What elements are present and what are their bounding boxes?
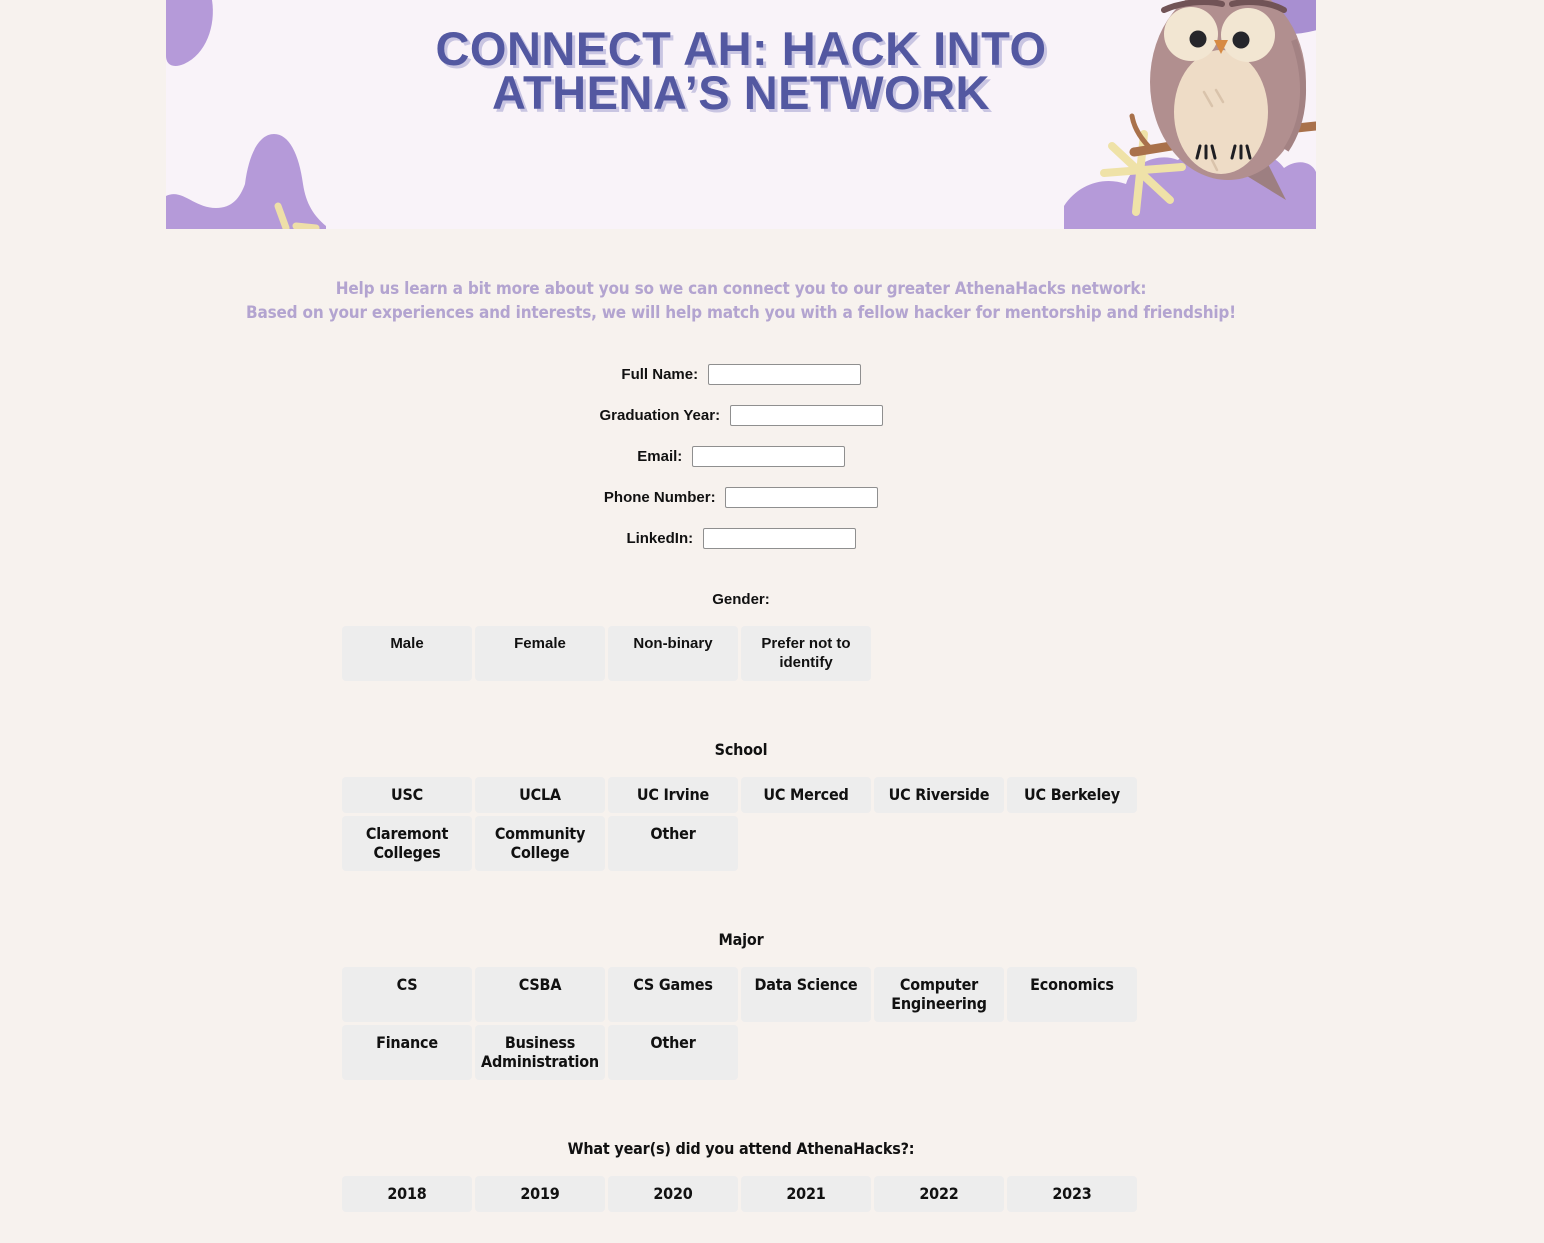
form-content xyxy=(342,364,1140,1212)
banner xyxy=(166,0,1316,229)
school-option-button[interactable]: Other xyxy=(608,816,738,871)
school-option-button[interactable]: Claremont Colleges xyxy=(342,816,472,871)
years-attended-heading: What year(s) did you attend AthenaHacks?: xyxy=(567,1139,915,1158)
school-option-button[interactable]: UC Irvine xyxy=(608,777,738,813)
intro-line2: Based on your experiences and interests, we will help match you with a fellow hacker for mentorship and friendship! xyxy=(246,303,1236,323)
page-title-line2: ATHENA’S NETWORK xyxy=(491,66,990,119)
years-attended-section xyxy=(342,1139,1140,1212)
school-section xyxy=(342,740,1140,871)
field-label: Graduation Year: xyxy=(599,407,721,424)
page-title xyxy=(166,0,1316,119)
years-attended-options xyxy=(342,1176,1140,1212)
intro-line1: Help us learn a bit more about you so we can connect you to our greater AthenaHacks network: xyxy=(335,279,1147,299)
year-option-button[interactable]: 2022 xyxy=(874,1176,1004,1212)
year-option-button[interactable]: 2018 xyxy=(342,1176,472,1212)
gender-option-button[interactable]: Female xyxy=(475,626,605,681)
school-options xyxy=(342,777,1140,871)
form-row xyxy=(342,405,1140,427)
major-option-button[interactable]: CS xyxy=(342,967,472,1022)
text-input[interactable] xyxy=(692,446,845,467)
major-heading: Major xyxy=(718,930,764,949)
page xyxy=(166,0,1316,1243)
gender-heading: Gender: xyxy=(712,591,770,608)
gender-options xyxy=(342,626,1140,681)
year-option-button[interactable]: 2019 xyxy=(475,1176,605,1212)
field-label: LinkedIn: xyxy=(626,530,694,547)
school-heading: School xyxy=(714,740,768,759)
major-option-button[interactable]: Economics xyxy=(1007,967,1137,1022)
text-input[interactable] xyxy=(703,528,856,549)
major-option-button[interactable]: Computer Engineering xyxy=(874,967,1004,1022)
text-input[interactable] xyxy=(725,487,878,508)
school-option-button[interactable]: UC Berkeley xyxy=(1007,777,1137,813)
gender-option-button[interactable]: Non-binary xyxy=(608,626,738,681)
year-option-button[interactable]: 2023 xyxy=(1007,1176,1137,1212)
gender-option-button[interactable]: Male xyxy=(342,626,472,681)
school-option-button[interactable]: UC Merced xyxy=(741,777,871,813)
contact-form xyxy=(342,364,1140,550)
school-option-button[interactable]: UC Riverside xyxy=(874,777,1004,813)
field-label: Email: xyxy=(637,448,683,465)
page-title-line1: CONNECT AH: HACK INTO xyxy=(435,22,1047,75)
school-option-button[interactable]: UCLA xyxy=(475,777,605,813)
form-row xyxy=(342,487,1140,509)
gender-option-button[interactable]: Prefer not to identify xyxy=(741,626,871,681)
major-option-button[interactable]: Data Science xyxy=(741,967,871,1022)
form-row xyxy=(342,446,1140,468)
major-section xyxy=(342,930,1140,1080)
gender-section xyxy=(342,591,1140,681)
major-option-button[interactable]: Other xyxy=(608,1025,738,1080)
text-input[interactable] xyxy=(708,364,861,385)
form-row xyxy=(342,364,1140,386)
form-row xyxy=(342,528,1140,550)
text-input[interactable] xyxy=(730,405,883,426)
school-option-button[interactable]: Community College xyxy=(475,816,605,871)
major-option-button[interactable]: CS Games xyxy=(608,967,738,1022)
purple-wave-bottom-left-icon xyxy=(166,134,326,229)
field-label: Full Name: xyxy=(621,366,699,383)
year-option-button[interactable]: 2020 xyxy=(608,1176,738,1212)
major-option-button[interactable]: Finance xyxy=(342,1025,472,1080)
major-options xyxy=(342,967,1140,1080)
major-option-button[interactable]: CSBA xyxy=(475,967,605,1022)
year-option-button[interactable]: 2021 xyxy=(741,1176,871,1212)
field-label: Phone Number: xyxy=(603,489,716,506)
intro-text xyxy=(166,277,1316,325)
school-option-button[interactable]: USC xyxy=(342,777,472,813)
major-option-button[interactable]: Business Administration xyxy=(475,1025,605,1080)
